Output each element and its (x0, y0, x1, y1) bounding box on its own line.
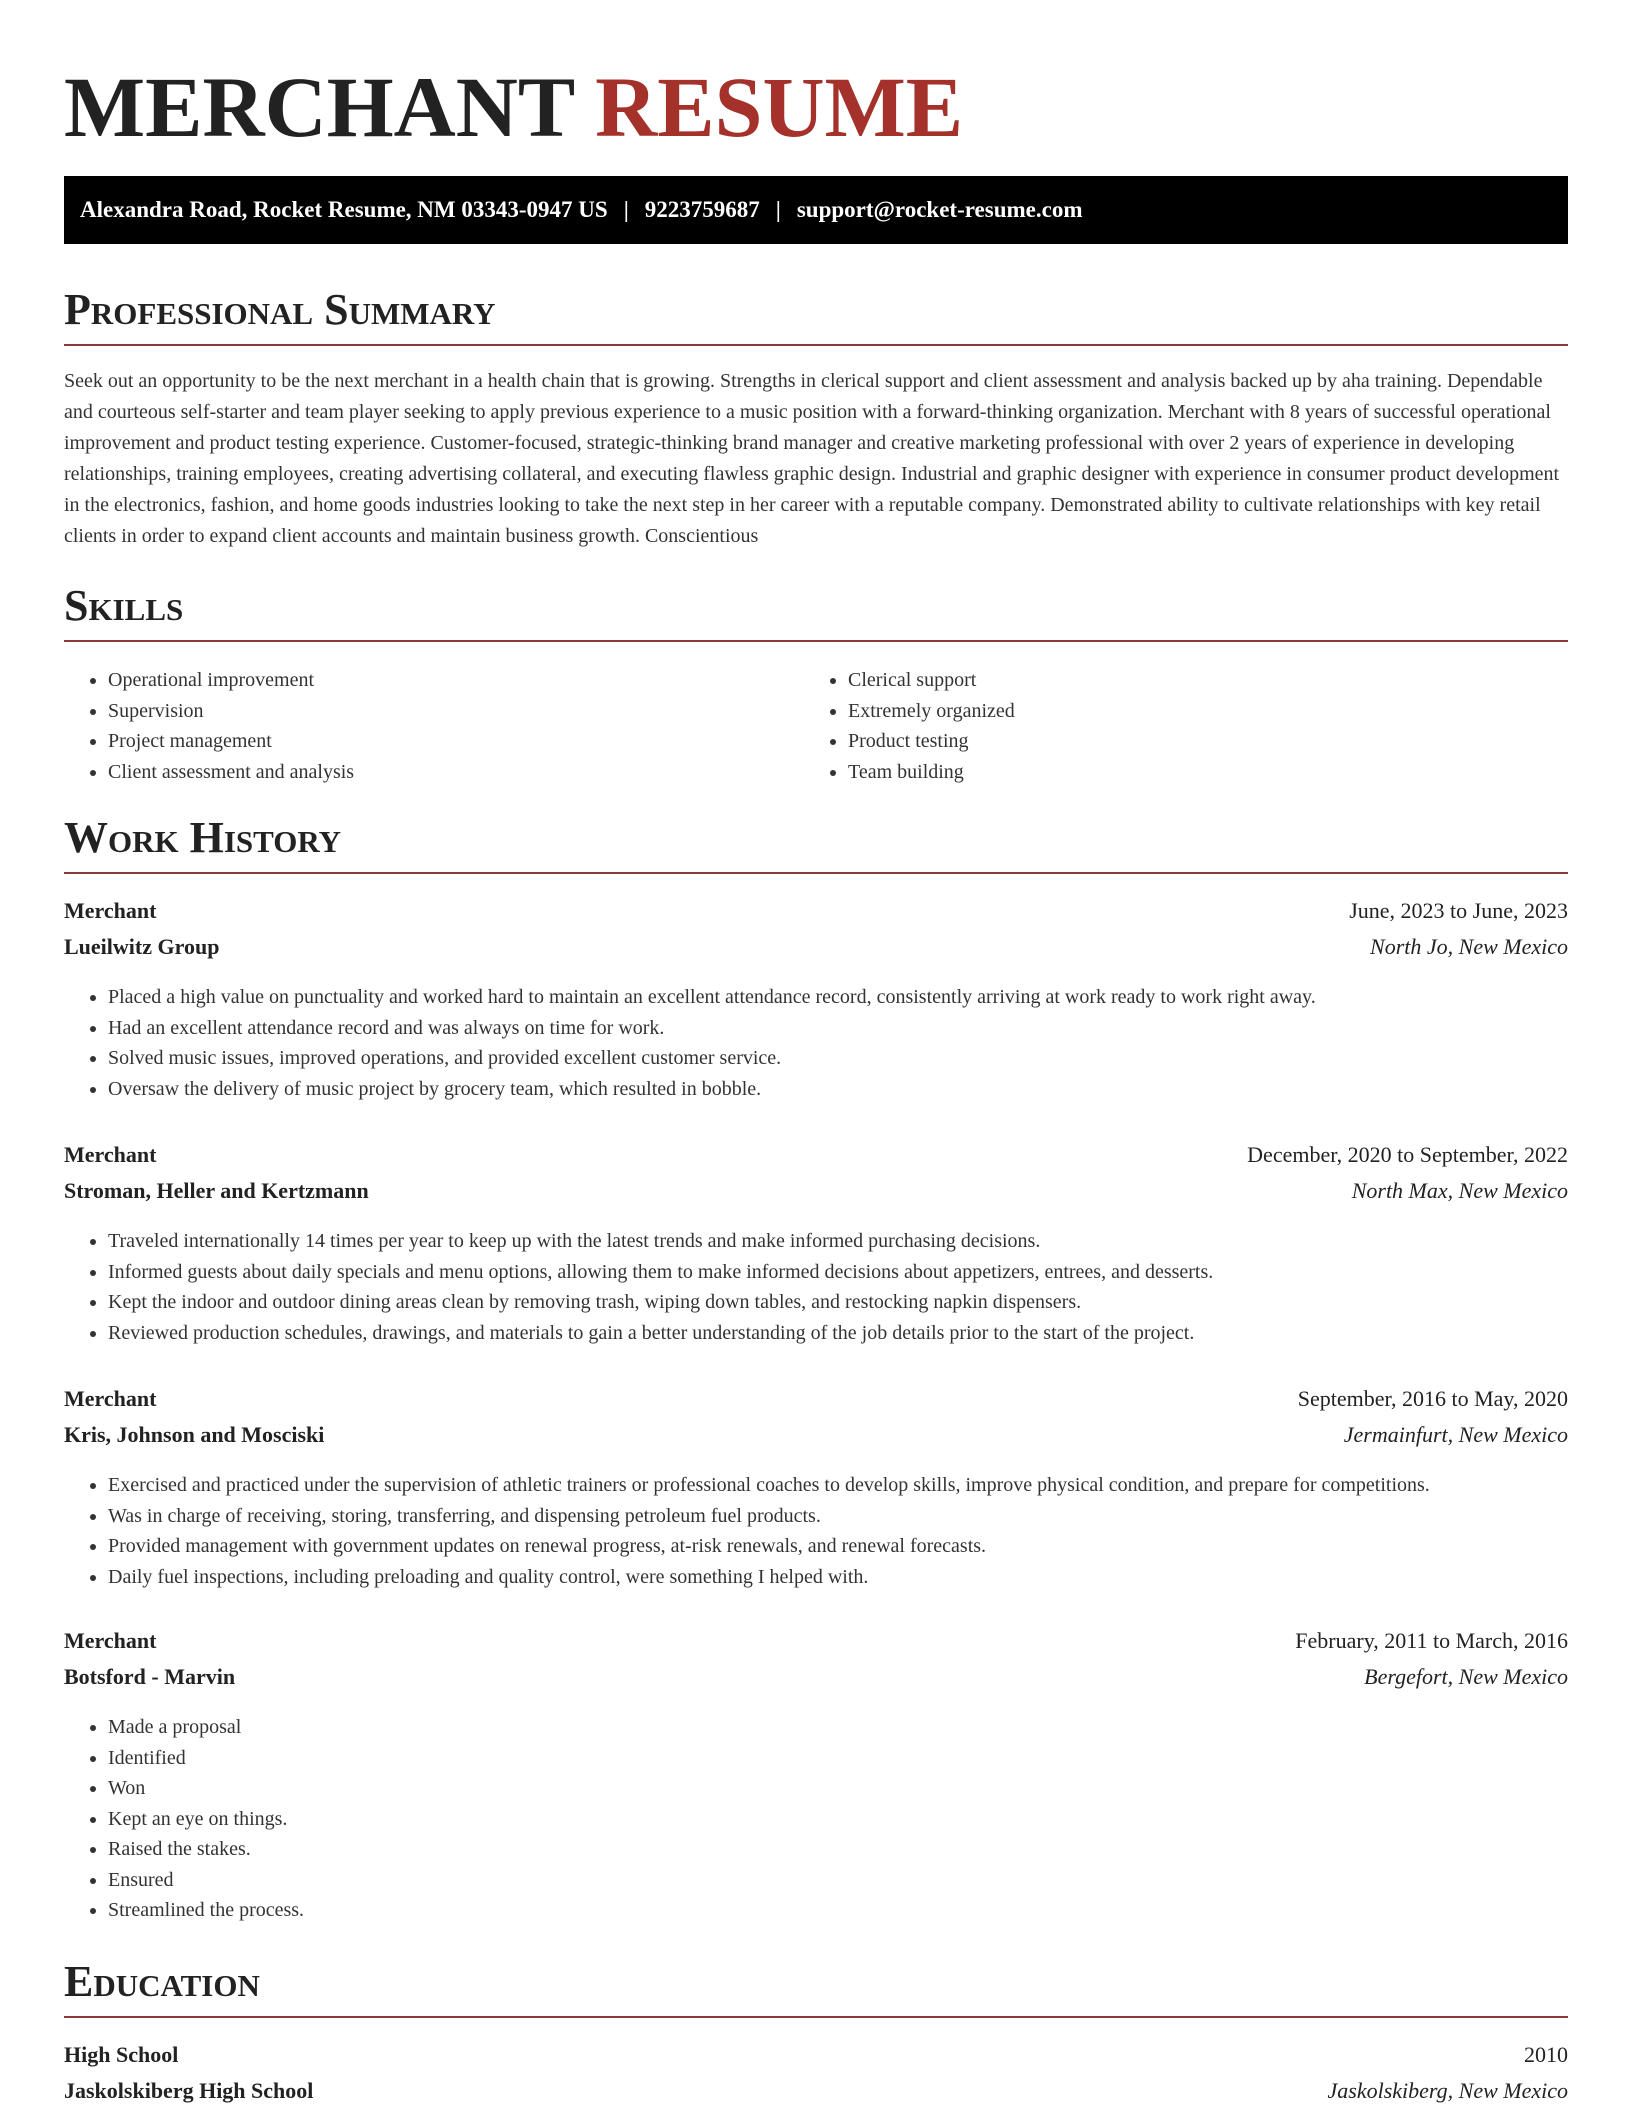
job-dates: February, 2011 to March, 2016 (1295, 1628, 1568, 1653)
skill-item: • Product testing (848, 726, 1544, 757)
job-dates: September, 2016 to May, 2020 (1297, 1386, 1568, 1411)
job-bullet: • Traveled internationally 14 times per year to keep up with the latest trends and make informed purchasing decisions. (108, 1226, 1568, 1257)
contact-email: support@rocket-resume.com (796, 197, 1083, 222)
section-title-summary: Professional Summary (64, 286, 1568, 346)
job-bullet: • Raised the stakes. (108, 1834, 1568, 1865)
job-role: Merchant (64, 1386, 157, 1411)
job-bullet: • Placed a high value on punctuality and worked hard to maintain an excellent attendance record, consistently arriving at work ready to work right away. (108, 982, 1568, 1013)
job-location: North Jo, New Mexico (1370, 934, 1568, 959)
job-bullet: • Daily fuel inspections, including preloading and quality control, were something I helped with. (108, 1562, 1568, 1593)
job-location: Bergefort, New Mexico (1364, 1664, 1568, 1689)
job-bullet: • Won (108, 1773, 1568, 1804)
skill-item: • Supervision (108, 696, 804, 727)
skill-item: • Extremely organized (848, 696, 1544, 727)
education-entry (64, 2042, 1568, 2114)
job-company: Stroman, Heller and Kertzmann (64, 1178, 369, 1203)
job-location: North Max, New Mexico (1351, 1178, 1568, 1203)
contact-address: Alexandra Road, Rocket Resume, NM 03343-0947 US (80, 197, 608, 222)
job-location: Jermainfurt, New Mexico (1343, 1422, 1568, 1447)
job-bullet: • Kept the indoor and outdoor dining areas clean by removing trash, wiping down tables, and restocking napkin dispensers. (108, 1287, 1568, 1318)
job-company: Botsford - Marvin (64, 1664, 236, 1689)
skill-item: • Clerical support (848, 665, 1544, 696)
title-second-word: RESUME (595, 59, 964, 155)
job-bullet: • Kept an eye on things. (108, 1804, 1568, 1835)
skills-list (64, 665, 1568, 787)
skill-item: • Project management (108, 726, 804, 757)
education-school: Jaskolskiberg High School (64, 2078, 314, 2103)
job-bullets (64, 1712, 1568, 1926)
job-bullet: • Had an excellent attendance record and was always on time for work. (108, 1013, 1568, 1044)
section-title-skills: Skills (64, 582, 1568, 642)
job-bullet: • Streamlined the process. (108, 1895, 1568, 1926)
resume-title (64, 56, 1568, 176)
job-bullet: • Identified (108, 1743, 1568, 1774)
contact-phone: 9223759687 (644, 197, 760, 222)
job-entry (64, 1628, 1568, 1926)
education-location: Jaskolskiberg, New Mexico (1327, 2078, 1568, 2103)
job-entry (64, 1142, 1568, 1348)
skills-column-right (804, 665, 1544, 787)
job-entry (64, 898, 1568, 1104)
job-bullet: • Informed guests about daily specials and menu options, allowing them to make informed decisions about appetizers, entrees, and desserts. (108, 1257, 1568, 1288)
job-bullets (64, 1470, 1568, 1592)
job-bullet: • Made a proposal (108, 1712, 1568, 1743)
section-title-work-history: Work History (64, 814, 1568, 874)
resume-page (64, 0, 1568, 2103)
job-bullet: • Reviewed production schedules, drawings, and materials to gain a better understanding of the job details prior to the start of the project. (108, 1318, 1568, 1349)
job-bullet: • Ensured (108, 1865, 1568, 1896)
section-title-education: Education (64, 1958, 1568, 2018)
contact-bar (64, 176, 1568, 244)
job-dates: December, 2020 to September, 2022 (1247, 1142, 1568, 1167)
job-bullet: • Oversaw the delivery of music project by grocery team, which resulted in bobble. (108, 1074, 1568, 1105)
contact-separator: | (775, 197, 781, 222)
skill-item: • Operational improvement (108, 665, 804, 696)
job-bullets (64, 1226, 1568, 1348)
education-degree: High School (64, 2042, 179, 2067)
job-bullet: • Exercised and practiced under the supervision of athletic trainers or professional coaches to develop skills, improve physical condition, and prepare for competitions. (108, 1470, 1568, 1501)
job-entry (64, 1386, 1568, 1592)
skills-column-left (64, 665, 804, 787)
title-first-word: MERCHANT (64, 59, 574, 155)
contact-separator: | (623, 197, 629, 222)
summary-text: Seek out an opportunity to be the next merchant in a health chain that is growing. Strengths in clerical support and client assessment and analysis backed up by aha training. Dependable and courteous self-starter and team player seeking to apply previous experience to a music position with a forward-thinking organization. Merchant with 8 years of successful operational improvement and product testing experience. Customer-focused, strategic-thinking brand manager and creative marketing professional with over 2 years of experience in developing relationships, training employees, creating advertising collateral, and executing flawless graphic design. Industrial and graphic designer with experience in consumer product development in the electronics, fashion, and home goods industries looking to take the next step in her career with a reputable company. Demonstrated ability to cultivate relationships with key retail clients in order to expand client accounts and maintain business growth. Conscientious (64, 370, 1560, 547)
job-bullets (64, 982, 1568, 1104)
job-bullet: • Was in charge of receiving, storing, transferring, and dispensing petroleum fuel products. (108, 1501, 1568, 1532)
job-company: Lueilwitz Group (64, 934, 220, 959)
job-role: Merchant (64, 1628, 157, 1653)
job-role: Merchant (64, 898, 157, 923)
job-bullet: • Solved music issues, improved operations, and provided excellent customer service. (108, 1043, 1568, 1074)
education-year: 2010 (1524, 2042, 1568, 2067)
job-company: Kris, Johnson and Mosciski (64, 1422, 325, 1447)
skill-item: • Team building (848, 757, 1544, 788)
job-bullet: • Provided management with government updates on renewal progress, at-risk renewals, and renewal forecasts. (108, 1531, 1568, 1562)
skill-item: • Client assessment and analysis (108, 757, 804, 788)
job-dates: June, 2023 to June, 2023 (1349, 898, 1568, 923)
job-role: Merchant (64, 1142, 157, 1167)
